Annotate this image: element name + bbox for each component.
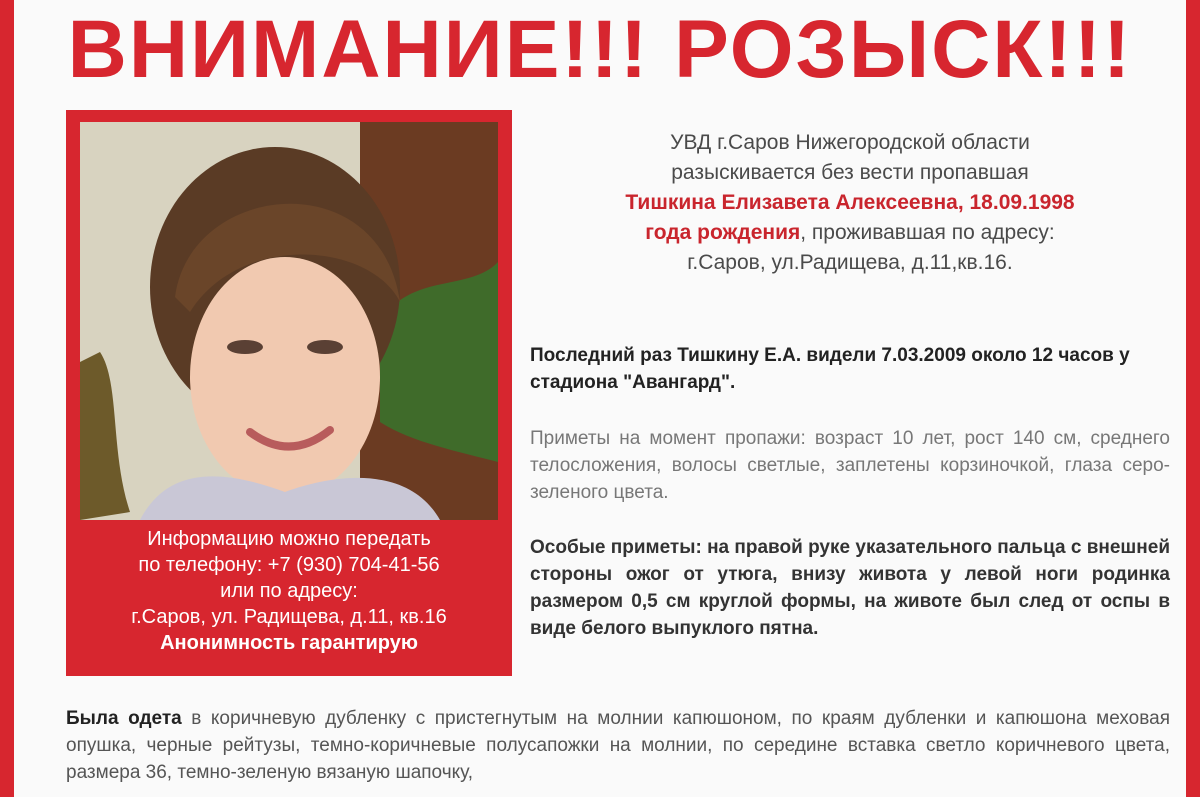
- anonymity-note: Анонимность гарантирую: [160, 632, 418, 654]
- contact-info: [66, 526, 512, 656]
- headline: ВНИМАНИЕ!!! РОЗЫСК!!!: [67, 4, 1133, 95]
- description: Приметы на момент пропажи: возраст 10 лет, рост 140 см, среднего телосложения, волосы светлые, заплетены корзиночкой, глаза серо-зеленого цвета.: [530, 428, 1170, 503]
- contact-line: Информацию можно передать: [147, 528, 431, 550]
- clothing-text: в коричневую дубленку с пристегнутым на молнии капюшоном, по краям дубленки и капюшона меховая опушка, черные рейтузы, темно-коричневые полусапожки на молнии, по середине вставка светло коричневого цвета, размера 36, темно-зеленую вязаную шапочку,: [66, 708, 1170, 783]
- missing-person-photo: [80, 122, 498, 520]
- birth-label: года рождения: [645, 221, 801, 244]
- special-marks: Особые приметы: на правой руке указательного пальца с внешней стороны ожог от утюга, внизу живота у левой ноги родинка размером 0,5 см круглой формы, на животе был след от оспы в виде белого выпуклого пятна.: [530, 537, 1170, 639]
- intro-line: разыскивается без вести пропавшая: [671, 161, 1029, 184]
- last-seen: Последний раз Тишкину Е.А. видели 7.03.2009 около 12 часов у стадиона "Авангард".: [530, 345, 1130, 393]
- contact-line: или по адресу:: [220, 580, 358, 602]
- contact-phone: по телефону: +7 (930) 704-41-56: [138, 554, 440, 576]
- clothing-label: Была одета: [66, 708, 182, 729]
- intro-line: [530, 218, 1170, 248]
- intro-block: [530, 128, 1170, 278]
- contact-address: г.Саров, ул. Радищева, д.11, кв.16: [131, 606, 447, 628]
- address-suffix: , проживавшая по адресу:: [800, 221, 1055, 244]
- intro-line: УВД г.Саров Нижегородской области: [670, 131, 1030, 154]
- photo-frame: [66, 110, 512, 676]
- person-name: Тишкина Елизавета Алексеевна, 18.09.1998: [625, 191, 1075, 214]
- home-address: г.Саров, ул.Радищева, д.11,кв.16.: [687, 251, 1013, 274]
- clothing-description: [66, 705, 1170, 786]
